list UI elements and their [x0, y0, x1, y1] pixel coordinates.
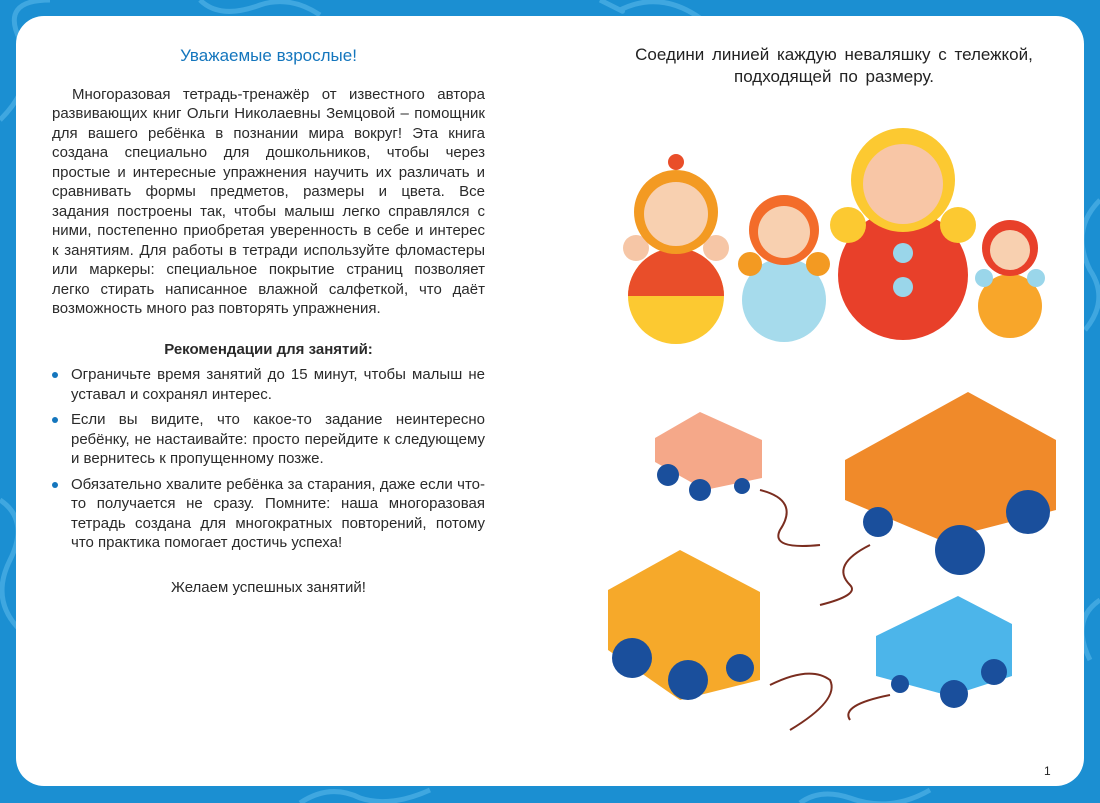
cart-small-peach	[655, 412, 820, 546]
list-item: Обязательно хвалите ребёнка за старания, даже если что-то получается не сразу. Помните: наша многоразовая тетрадь создана для многократных повторений, потому что практика помогает достичь успеха!	[52, 475, 485, 553]
recommendations-title: Рекомендации для занятий:	[164, 340, 373, 358]
roly-poly-doll-2	[738, 195, 830, 342]
roly-poly-doll-3	[830, 128, 976, 340]
roly-poly-doll-1	[623, 154, 729, 344]
closing-text: Желаем успешных занятий!	[171, 578, 366, 596]
cart-large-orange	[820, 392, 1056, 605]
roly-poly-doll-4	[975, 220, 1045, 338]
cart-medium-yellow	[608, 550, 832, 730]
list-item: Ограничьте время занятий до 15 минут, чтобы малыш не уставал и сохранял интерес.	[52, 365, 485, 404]
list-item: Если вы видите, что какое-то задание неинтересно ребёнку, не настаивайте: просто перейдите к следующему и вернитесь к пропущенному позже.	[52, 410, 485, 469]
cart-small-blue	[848, 596, 1012, 720]
page-title: Уважаемые взрослые!	[180, 46, 357, 65]
page-number: 1	[1044, 764, 1051, 778]
intro-paragraph: Многоразовая тетрадь-тренажёр от известного автора развивающих книг Ольги Николаевны Земцовой – помощник для вашего ребёнка в познании мира вокруг! Эта книга создана специально для дошкольников, чтобы через простые и интересные упражнения научить их различать и сравнивать формы предметов, размеры и цвета. Все задания построены так, чтобы малыш легко справлялся с ними, постепенно приобретая уверенность в себе и интерес к занятиям. Для работы в тетради используйте фломастеры или маркеры: специальное покрытие страниц позволяет легко стирать написанное влажной салфеткой, что даёт возможность много раз повторять упражнения.	[52, 85, 485, 317]
task-instruction: Соедини линией каждую неваляшку с тележкой, подходящей по размеру.	[635, 45, 1033, 86]
